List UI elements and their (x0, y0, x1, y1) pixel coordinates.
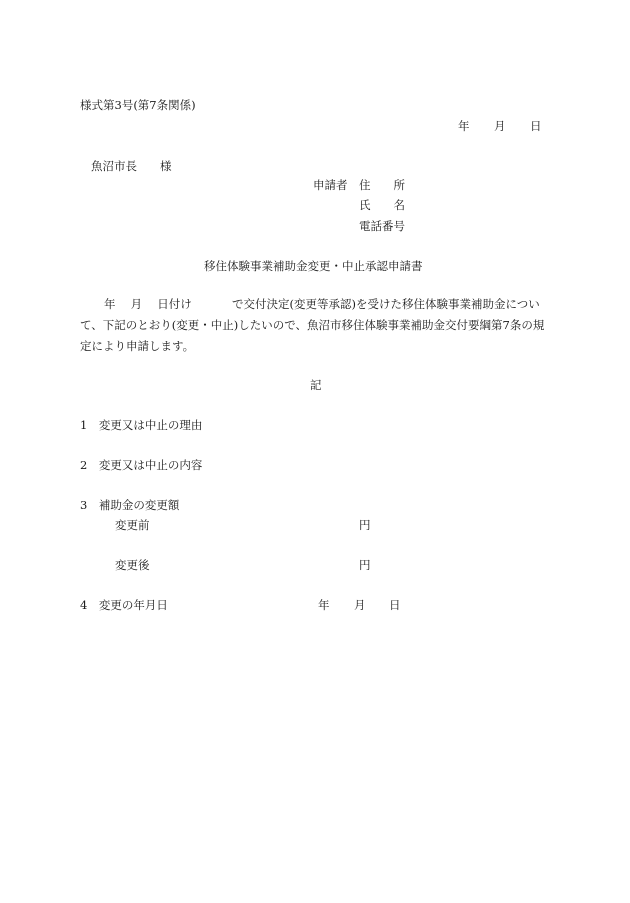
body-line3: 定により申請します。 (80, 339, 195, 353)
addressee: 魚沼市長 (91, 159, 137, 173)
item-1-reason: 1 変更又は中止の理由 (80, 418, 203, 432)
phone-label: 電話番号 (359, 219, 405, 233)
after-label: 変更後 (115, 558, 150, 572)
item-2-content: 2 変更又は中止の内容 (80, 458, 203, 472)
item-3-amount: 3 補助金の変更額 (80, 498, 180, 512)
before-label: 変更前 (115, 518, 150, 532)
date-month: 月 (494, 119, 506, 133)
item-4-year: 年 (318, 598, 330, 612)
applicant-label: 申請者 (313, 178, 348, 192)
item-4-date: 4 変更の年月日 (80, 598, 168, 612)
item-4-day: 日 (389, 598, 401, 612)
addressee-suffix: 様 (160, 159, 172, 173)
ki-heading: 記 (310, 378, 322, 392)
after-yen: 円 (359, 558, 371, 572)
name-label: 氏 名 (359, 198, 405, 212)
date-day: 日 (530, 119, 542, 133)
body-line1-lead: 年 月 日付け (104, 297, 192, 311)
form-number: 様式第3号(第7条関係) (80, 98, 196, 112)
before-yen: 円 (359, 518, 371, 532)
body-line2: て、下記のとおり(変更・中止)したいので、魚沼市移住体験事業補助金交付要綱第7条の規 (80, 318, 545, 332)
address-label: 住 所 (359, 178, 405, 192)
document-title: 移住体験事業補助金変更・中止承認申請書 (204, 259, 423, 273)
item-4-month: 月 (354, 598, 366, 612)
date-year: 年 (458, 119, 470, 133)
body-line1-rest: で交付決定(変更等承認)を受けた移住体験事業補助金につい (232, 297, 540, 311)
